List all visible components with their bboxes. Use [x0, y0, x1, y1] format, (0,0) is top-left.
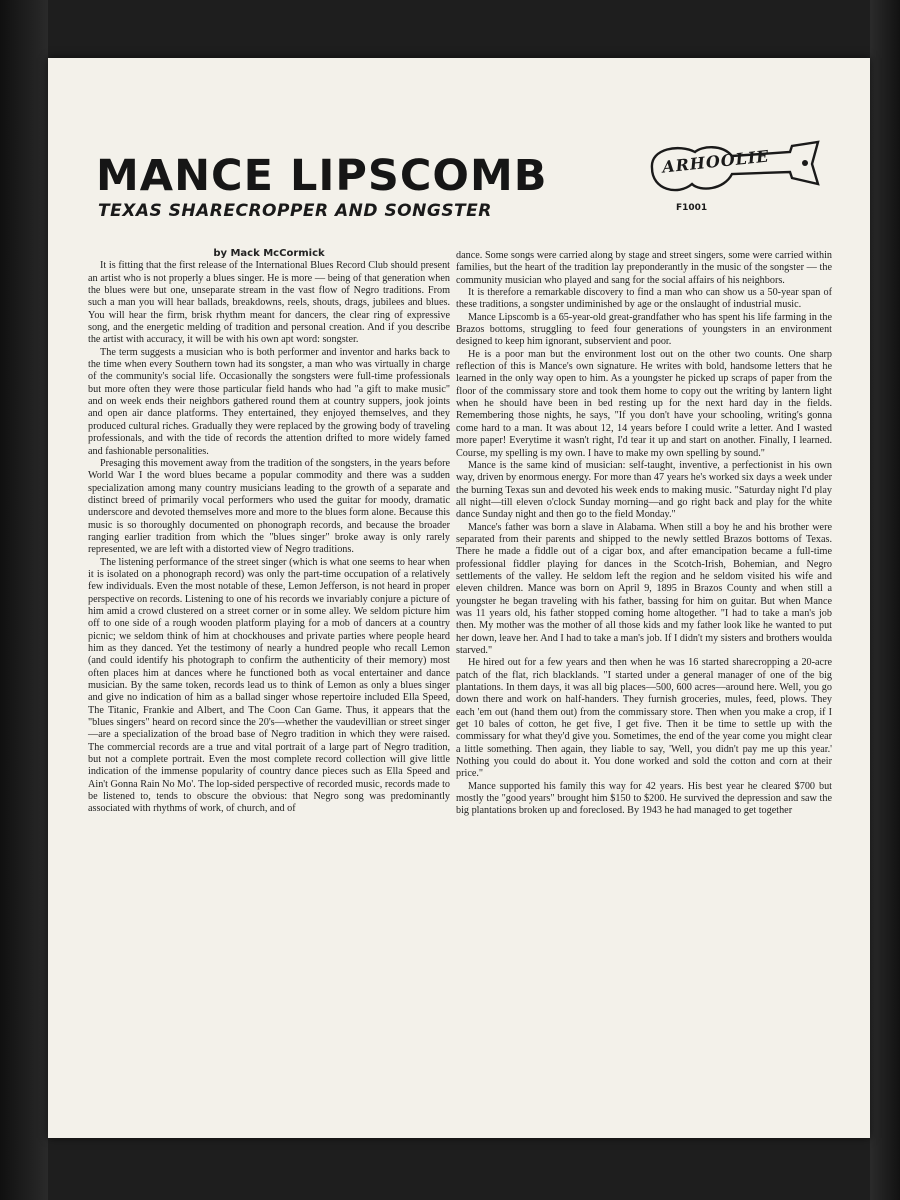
- arhoolie-logo: [640, 136, 825, 206]
- right-column: [456, 250, 832, 818]
- document-page: [48, 58, 870, 1138]
- paragraph: He is a poor man but the environment lost out on the other two counts. One sharp reflection of this is Mance's own signature. He writes with bold, handsome letters that he learned in the only way open to him. As a youngster he picked up scraps of paper from the floor of the commissary store and took them home to copy out the writing by lantern light when he should have been in bed resting up for the next hard day in the fields. Remembering those nights, he says, "If you don't have your schooling, writing's gonna come hard to a man. It was about 12, 14 years before I could write a letter. And I wasted more paper! Everytime it wasn't right, I'd tear it up and start on another. Finally, I learned. Course, my spelling is my own. I have to make my own spelling by sound.": [456, 348, 832, 459]
- page-subtitle: TEXAS SHARECROPPER AND SONGSTER: [98, 201, 492, 222]
- byline: by Mack McCormick: [213, 248, 325, 259]
- header: [96, 151, 656, 222]
- paragraph: The listening performance of the street singer (which is what one seems to hear when it is isolated on a phonograph record) was only the part-time occupation of a relatively few individuals. Even the most notable of these, Lemon Jefferson, is not heard in proper perspective on records. Listening to one of his records we invariably conjure a picture of him amid a crowd clustered on a street corner or in some alley. We seldom picture him off to one side of a rough wooden platform playing for a mob of dancers at a country picnic; we seldom think of him at chockhouses and private parties where people heard him as they danced. Yet the testimony of nearly a hundred people who recall Lemon (and could identify his photograph to confirm the authenticity of their memory) most often places him at dances where he functioned both as vocal entertainer and dance musician. By the same token, records lead us to think of Lemon as only a blues singer and give no indication of him as a ballad singer whose repertoire included Ella Speed, The Titanic, Frankie and Albert, and The Coon Can Game. Thus, it appears that the "blues singers" heard on record since the 20's—whether the vaudevillian or street singer—are a specialization of the broad base of Negro tradition in which they were raised. The commercial records are a true and vital portrait of a large part of Negro tradition, but not a complete portrait. Even the most complete record collection will give little indication of the immense popularity of country dance pieces such as Ella Speed and Ain't Gonna Rain No Mo'. The lop-sided perspective of recorded music, records made to be listened to, tends to obscure the obvious: that Negro song was predominantly associated with rhythms of work, of church, and of: [88, 556, 450, 815]
- paragraph: Mance is the same kind of musician: self-taught, inventive, a perfectionist in his own way, driven by enormous energy. For more than 47 years he's worked six days a week under the burning Texas sun and devoted his week ends to making music. "Saturday night I'd play all night—till eleven o'clock Sunday morning—and go right back and play for the white dance Sunday night and then go to the field Monday.": [456, 459, 832, 521]
- paragraph: Mance's father was born a slave in Alabama. When still a boy he and his brother were separated from their parents and shipped to the newly settled Brazos bottoms of Texas. There he made a fiddle out of a cigar box, and after emancipation became a full-time professional fiddler playing for dances in the Scotch-Irish, Bohemian, and Negro settlements of the valley. He seldom left the region and he seldom visited his wife and eleven children. Mance was born on April 9, 1895 in Brazos County and when still a youngster he began traveling with his father, bassing for him on guitar. But when Mance was 11 years old, his father stopped coming home altogether. "I had to take a man's job then. My mother was the mother of all those kids and my father look like he wanted to put her down, leave her. And I had to take a man's job. If I didn't my sisters and brothers woulda starved.": [456, 521, 832, 656]
- left-column: [88, 248, 450, 816]
- paragraph: It is fitting that the first release of the International Blues Record Club should present an artist who is not properly a blues singer. He is more — being of that generation when the blues were but one, unseparate stream in the vast flow of Negro traditions. From such a man you will hear ballads, breakdowns, reels, shouts, drags, jubilees and blues. You will hear the firm, brisk rhythm meant for dancers, the clear ring of expressive song, and the energetic melding of tradition and personal creation. And if you describe the artist with accuracy, it will be with his own apt word: songster.: [88, 260, 450, 346]
- paragraph: He hired out for a few years and then when he was 16 started sharecropping a 20-acre patch of the flat, rich blacklands. "I started under a general manager of one of the big plantations. In them days, it was all big places—500, 600 acres—around here. Well, you go down there and work on half-handers. They furnish groceries, mules, feed, plows. They each 'em out (hand them out) from the commissary store. Then when you make a crop, if I get 10 bales of cotton, he get five, I get five. Then it be time to settle up with the commissary for what they'd give you. Sometimes, the end of the year come you might clear a little something. Then again, they liable to say, 'Well, you didn't pay me up this year.' Nothing you could do about it. You done worked and sold the cotton and corn at their price.": [456, 657, 832, 780]
- paragraph: dance. Some songs were carried along by stage and street singers, some were carried within families, but the heart of the tradition lay preponderantly in the music of the songster — the community musician who played and sang for the social affairs of his neighbors.: [456, 250, 832, 286]
- background-left: [0, 0, 48, 1200]
- paragraph: Mance Lipscomb is a 65-year-old great-grandfather who has spent his life farming in the Brazos bottoms, struggling to feed four generations of youngsters in an environment designed to keep him ignorant, subservient and poor.: [456, 311, 832, 348]
- catalog-number: F1001: [676, 203, 708, 213]
- paragraph: Presaging this movement away from the tradition of the songsters, in the years before World War I the word blues became a popular commodity and there was a sudden specialization among many country musicians leading to the growth of a separate and distinct breed of primarily vocal performers who used the guitar for moody, dramatic underscore and devoted themselves more and more to the blues form alone. Because this music is so thoroughly documented on phonograph records, and because the broader ranging earlier tradition from which the "blues singer" broke away is only rarely represented, we are left with a distorted view of Negro traditions.: [88, 457, 450, 556]
- paragraph: Mance supported his family this way for 42 years. His best year he cleared $700 but mostly the "good years" brought him $150 to $200. He survived the depression and saw the big plantations broken up and foreclosed. By 1943 he had managed to get together: [456, 780, 832, 817]
- logo-text: ARHOOLIE: [661, 146, 771, 177]
- background-right: [870, 0, 900, 1200]
- paragraph: The term suggests a musician who is both performer and inventor and harks back to the time when every Southern town had its songster, a man who was virtually in charge of the community's social life. Occasionally the songsters were full-time professionals but more often they were those particular field hands who had "a gift to make music" and on week ends their neighbors gathered round them at country suppers, jook joints and open air dance platforms. They entertained, they enjoyed themselves, and they produced cultural riches. Gradually they were replaced by the growing body of traveling professionals, and with the tide of records the attention drifted to more widely famed and fashionable personalities.: [88, 346, 450, 457]
- page-title: MANCE LIPSCOMB: [96, 151, 548, 201]
- paragraph: It is therefore a remarkable discovery to find a man who can show us a 50-year span of these traditions, a songster undiminished by age or the onslaught of industrial music.: [456, 287, 832, 311]
